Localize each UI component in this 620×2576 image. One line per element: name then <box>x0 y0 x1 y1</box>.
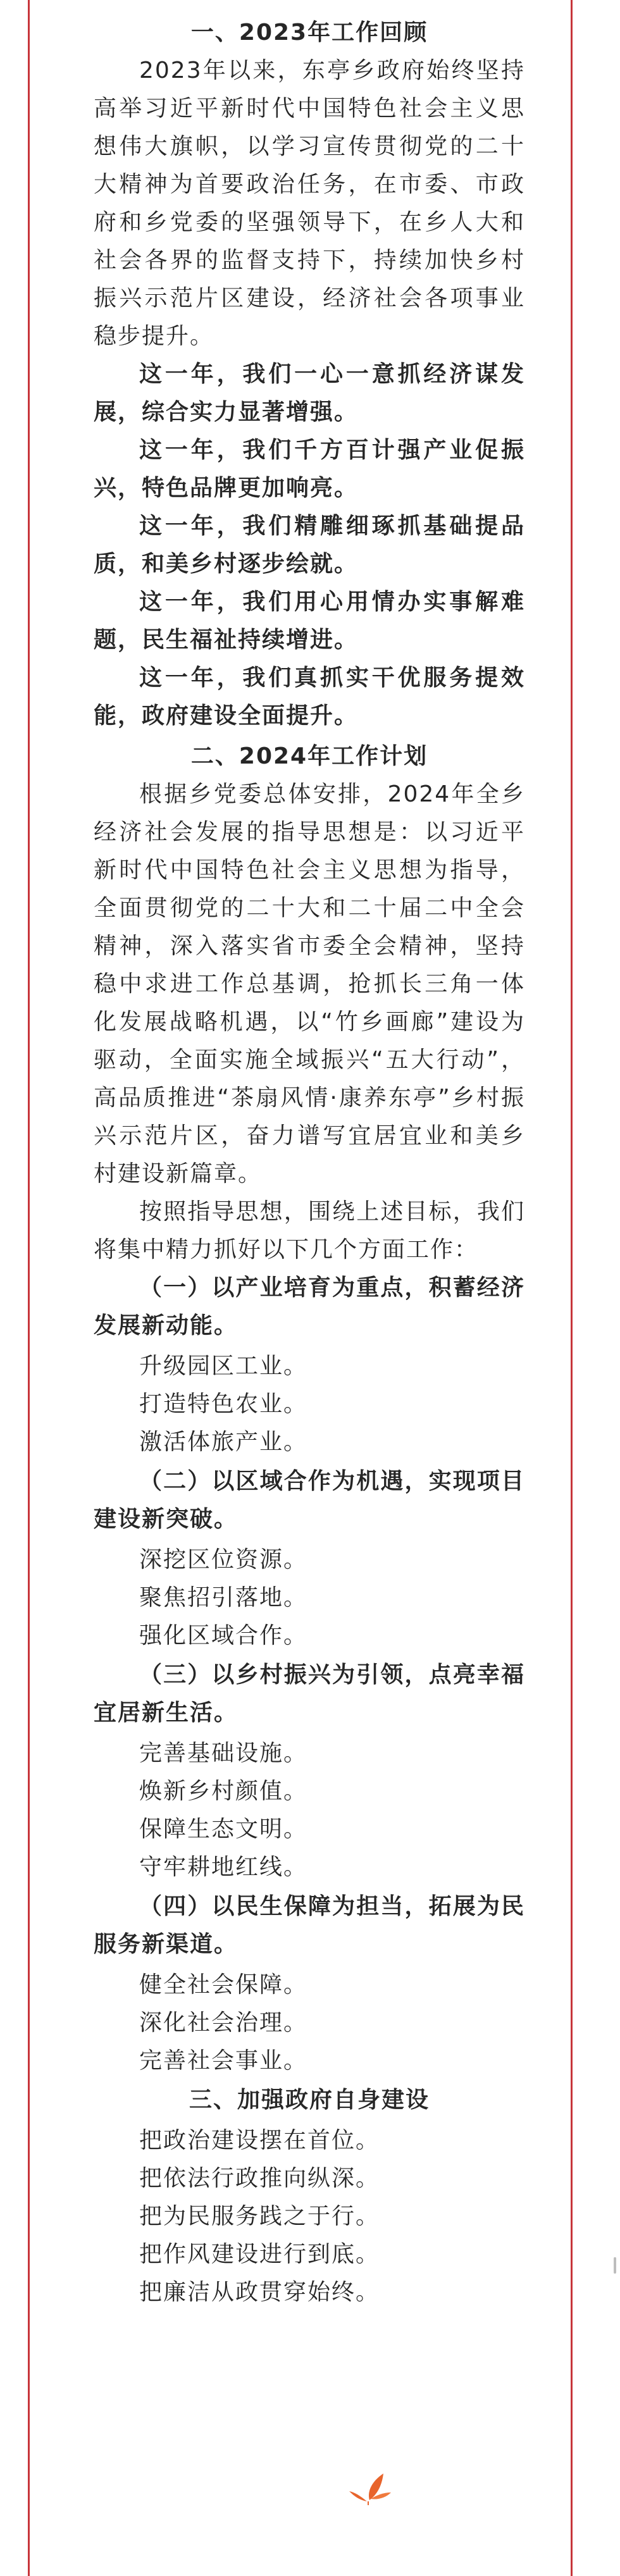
plan-group-title: （三）以乡村振兴为引领，点亮幸福宜居新生活。 <box>94 1662 525 1726</box>
article-body <box>94 14 525 2313</box>
self-building-items <box>94 2122 525 2312</box>
right-border-line <box>571 0 573 2576</box>
list-item: 守牢耕地红线。 <box>139 1854 308 1880</box>
plan-group-items <box>94 1347 525 1461</box>
review-point: 这一年，我们一心一意抓经济谋发展，综合实力显著增强。 <box>94 361 525 425</box>
list-item: 聚焦招引落地。 <box>139 1585 308 1611</box>
review-point: 这一年，我们精雕细琢抓基础提品质，和美乡村逐步绘就。 <box>94 513 525 577</box>
plan-group-items <box>94 1966 525 2080</box>
list-item: 把廉洁从政贯穿始终。 <box>139 2279 380 2305</box>
leaf-ornament-icon <box>342 2467 399 2505</box>
section-heading-plan: 二、2024年工作计划 <box>190 743 428 769</box>
list-item: 把为民服务践之于行。 <box>139 2203 380 2229</box>
review-point: 这一年，我们真抓实干优服务提效能，政府建设全面提升。 <box>94 665 525 729</box>
list-item: 健全社会保障。 <box>139 1972 308 1998</box>
plan-intro-2: 按照指导思想，围绕上述目标，我们将集中精力抓好以下几个方面工作： <box>94 1199 525 1263</box>
list-item: 激活体旅产业。 <box>139 1429 308 1455</box>
list-item: 深挖区位资源。 <box>139 1547 308 1573</box>
list-item: 把依法行政推向纵深。 <box>139 2165 380 2191</box>
left-border-line <box>28 0 30 2576</box>
plan-group-title: （一）以产业培育为重点，积蓄经济发展新动能。 <box>94 1275 525 1339</box>
list-item: 完善社会事业。 <box>139 2048 308 2074</box>
review-point: 这一年，我们千方百计强产业促振兴，特色品牌更加响亮。 <box>94 437 525 501</box>
scrollbar-thumb[interactable] <box>614 2257 616 2274</box>
plan-intro: 根据乡党委总体安排，2024年全乡经济社会发展的指导思想是：以习近平新时代中国特色社会主义思想为指导，全面贯彻党的二十大和二十届二中全会精神，深入落实省市委全会精神，坚持稳中求进工作总基调，抢抓长三角一体化发展战略机遇，以“竹乡画廊”建设为驱动，全面实施全域振兴“五大行动”，高品质推进“茶扇风情·康养东亭”乡村振兴示范片区，奋力谱写宜居宜业和美乡村建设新篇章。 <box>94 781 525 1187</box>
plan-group-title: （四）以民生保障为担当，拓展为民服务新渠道。 <box>94 1893 525 1957</box>
review-point: 这一年，我们用心用情办实事解难题，民生福祉持续增进。 <box>94 589 525 653</box>
list-item: 焕新乡村颜值。 <box>139 1778 308 1804</box>
list-item: 深化社会治理。 <box>139 2010 308 2036</box>
section-heading-review: 一、2023年工作回顾 <box>190 20 428 46</box>
list-item: 强化区域合作。 <box>139 1623 308 1649</box>
review-intro: 2023年以来，东亭乡政府始终坚持高举习近平新时代中国特色社会主义思想伟大旗帜，以学习宣传贯彻党的二十大精神为首要政治任务，在市委、市政府和乡党委的坚强领导下，在乡人大和社会各界的监督支持下，持续加快乡村振兴示范片区建设，经济社会各项事业稳步提升。 <box>94 58 525 349</box>
list-item: 保障生态文明。 <box>139 1816 308 1842</box>
plan-group-items <box>94 1541 525 1655</box>
section-heading-self-building: 三、加强政府自身建设 <box>189 2087 430 2113</box>
list-item: 升级园区工业。 <box>139 1353 308 1379</box>
plan-group-items <box>94 1735 525 1886</box>
list-item: 把政治建设摆在首位。 <box>139 2127 380 2153</box>
plan-group-title: （二）以区域合作为机遇，实现项目建设新突破。 <box>94 1468 525 1532</box>
list-item: 完善基础设施。 <box>139 1740 308 1766</box>
list-item: 把作风建设进行到底。 <box>139 2241 380 2267</box>
list-item: 打造特色农业。 <box>139 1391 308 1417</box>
